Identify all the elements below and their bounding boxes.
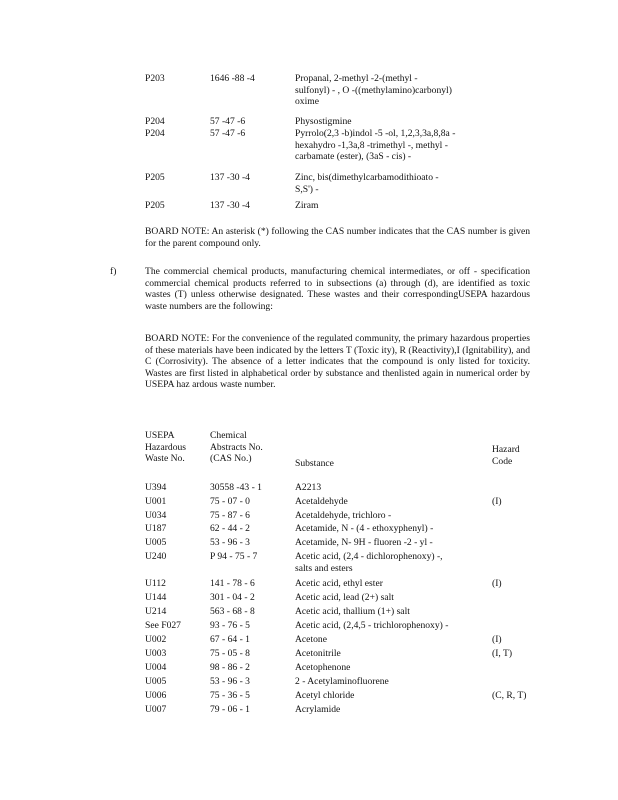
table-row (0, 510, 618, 522)
cas-number: 57 -47 -6 (210, 116, 246, 127)
cas-number: 79 - 06 - 1 (210, 704, 250, 715)
board-note: BOARD NOTE: For the convenience of the regulated community, the primary hazardous properties of these materials have been indicated by the letters T (Toxic ity), R (Reactivity),I (Ignitability), and C (Corrosivity). The absence of a letter indicates that the compound is only listed for toxicity. Wastes are first listed in alphabetical order by substance and thenlisted again in numerical order by USEPA haz ardous waste number. (145, 333, 530, 391)
waste-number: P204 (145, 128, 165, 139)
table-row (0, 537, 618, 549)
substance: Ziram (295, 200, 319, 211)
cas-number: 1646 -88 -4 (210, 73, 255, 84)
substance: Propanal, 2-methyl -2-(methyl - sulfonyl) - , O -((methylamino)carbonyl) oxime (295, 73, 452, 108)
substance: Acetonitrile (295, 648, 341, 659)
cas-number: 75 - 36 - 5 (210, 690, 250, 701)
waste-number: P204 (145, 116, 165, 127)
table-row (0, 690, 618, 702)
section-label: f) (110, 266, 117, 277)
cas-number: 141 - 78 - 6 (210, 578, 255, 589)
hazard-code: (C, R, T) (492, 690, 527, 701)
substance: Acetic acid, ethyl ester (295, 578, 383, 589)
table-row (0, 128, 618, 163)
waste-number: U034 (145, 510, 167, 521)
table-row (0, 648, 618, 660)
column-header-substance: Substance (295, 458, 334, 469)
substance: Acetyl chloride (295, 690, 355, 701)
table-row (0, 620, 618, 632)
table-row (0, 634, 618, 646)
substance: Acrylamide (295, 704, 341, 715)
waste-number: U187 (145, 523, 167, 534)
waste-number: U112 (145, 578, 166, 589)
table-row (0, 551, 618, 574)
column-header-cas-no: Chemical Abstracts No. (CAS No.) (210, 430, 263, 465)
substance: 2 - Acetylaminofluorene (295, 676, 389, 687)
waste-number: U144 (145, 592, 167, 603)
substance: Acetic acid, thallium (1+) salt (295, 606, 410, 617)
cas-number: 93 - 76 - 5 (210, 620, 250, 631)
substance: Acetone (295, 634, 327, 645)
waste-number: U005 (145, 537, 167, 548)
substance: Acetaldehyde (295, 496, 348, 507)
substance: A2213 (295, 482, 322, 493)
table-row (0, 592, 618, 604)
waste-number: U001 (145, 496, 167, 507)
hazard-code: (I) (492, 578, 502, 589)
column-header-waste-no: USEPA Hazardous Waste No. (145, 430, 187, 465)
hazard-code: (I) (492, 496, 502, 507)
table-row (0, 200, 618, 212)
cas-number: 57 -47 -6 (210, 128, 246, 139)
table-row (0, 662, 618, 674)
waste-number: U394 (145, 482, 167, 493)
table-row (0, 482, 618, 494)
substance: Acetophenone (295, 662, 351, 673)
substance: Acetaldehyde, trichloro - (295, 510, 392, 521)
waste-number: U002 (145, 634, 167, 645)
section-paragraph: The commercial chemical products, manufacturing chemical intermediates, or off - specification commercial chemical products referred to in subsections (a) through (d), are identified as toxic wastes (T) unless otherwise designated. These wastes and their correspondingUSEPA hazardous waste numbers are the following: (145, 266, 530, 312)
cas-number: 75 - 07 - 0 (210, 496, 250, 507)
cas-number: 137 -30 -4 (210, 200, 250, 211)
cas-number: P 94 - 75 - 7 (210, 551, 258, 562)
table-row (0, 676, 618, 688)
waste-number: P205 (145, 200, 165, 211)
waste-number: U240 (145, 551, 167, 562)
table-row (0, 606, 618, 618)
hazard-code: (I, T) (492, 648, 513, 659)
cas-number: 98 - 86 - 2 (210, 662, 250, 673)
cas-number: 62 - 44 - 2 (210, 523, 250, 534)
substance: Acetic acid, lead (2+) salt (295, 592, 394, 603)
cas-number: 75 - 05 - 8 (210, 648, 250, 659)
cas-number: 67 - 64 - 1 (210, 634, 250, 645)
waste-number: U003 (145, 648, 167, 659)
table-row (0, 116, 618, 128)
table-row (0, 704, 618, 716)
waste-number: P205 (145, 172, 165, 183)
table-row (0, 73, 618, 108)
substance: Acetamide, N- 9H - fluoren -2 - yl - (295, 537, 433, 548)
waste-number: P203 (145, 73, 165, 84)
waste-number: U005 (145, 676, 167, 687)
board-note: BOARD NOTE: An asterisk (*) following the CAS number indicates that the CAS number is given for the parent compound only. (145, 226, 530, 249)
waste-number: U004 (145, 662, 167, 673)
table-row (0, 496, 618, 508)
table-row (0, 578, 618, 590)
cas-number: 301 - 04 - 2 (210, 592, 255, 603)
substance: Acetamide, N - (4 - ethoxyphenyl) - (295, 523, 434, 534)
cas-number: 53 - 96 - 3 (210, 537, 250, 548)
substance: Zinc, bis(dimethylcarbamodithioato - S,S') - (295, 172, 439, 195)
column-header-hazard-code: Hazard Code (492, 444, 520, 467)
cas-number: 137 -30 -4 (210, 172, 250, 183)
waste-number: U214 (145, 606, 167, 617)
substance: Acetic acid, (2,4,5 - trichlorophenoxy) - (295, 620, 449, 631)
waste-number: U006 (145, 690, 167, 701)
table-row (0, 523, 618, 535)
substance: Pyrrolo(2,3 -b)indol -5 -ol, 1,2,3,3a,8,8a - hexahydro -1,3a,8 -trimethyl -, methyl - carbamate (ester), (3aS - cis) - (295, 128, 456, 163)
substance: Acetic acid, (2,4 - dichlorophenoxy) -, salts and esters (295, 551, 443, 574)
waste-number: See F027 (145, 620, 181, 631)
cas-number: 30558 -43 - 1 (210, 482, 262, 493)
table-row (0, 172, 618, 195)
cas-number: 563 - 68 - 8 (210, 606, 255, 617)
hazard-code: (I) (492, 634, 502, 645)
cas-number: 53 - 96 - 3 (210, 676, 250, 687)
substance: Physostigmine (295, 116, 352, 127)
cas-number: 75 - 87 - 6 (210, 510, 250, 521)
waste-number: U007 (145, 704, 167, 715)
